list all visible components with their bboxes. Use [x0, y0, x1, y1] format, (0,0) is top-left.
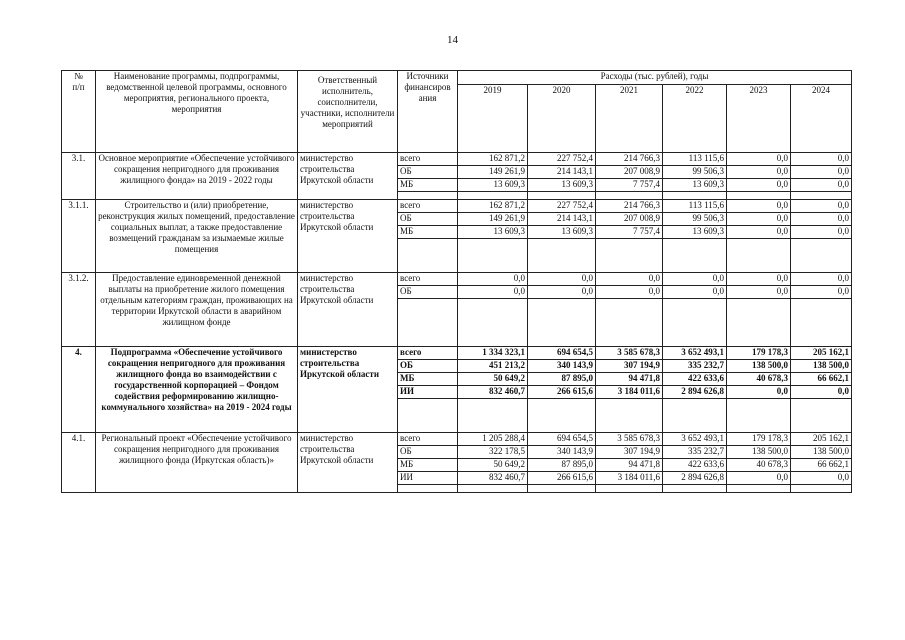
value-cell: 94 471,8: [596, 373, 663, 386]
value-cell: 66 662,1: [791, 373, 852, 386]
value-cell: 1 205 288,4: [458, 433, 528, 446]
empty-cell: [727, 299, 791, 347]
value-cell: 266 615,6: [528, 472, 596, 485]
row-name: Строительство и (или) приобретение, реконструкция жилых помещений, предоставление социальных выплат, а также предоставление возмещений гражданам за изымаемые жилые помещения: [96, 200, 298, 273]
empty-cell: [398, 299, 458, 347]
row-responsible: министерство строительства Иркутской области: [298, 153, 398, 200]
value-cell: 422 633,6: [663, 373, 727, 386]
value-cell: 0,0: [458, 286, 528, 299]
value-cell: 422 633,6: [663, 459, 727, 472]
row-name: Региональный проект «Обеспечение устойчивого сокращения непригодного для проживания жилищного фонда (Иркутская область)»: [96, 433, 298, 493]
value-cell: 7 757,4: [596, 226, 663, 239]
value-cell: 0,0: [528, 273, 596, 286]
header-year: 2024: [791, 85, 852, 153]
value-cell: 307 194,9: [596, 446, 663, 459]
value-cell: 335 232,7: [663, 446, 727, 459]
value-cell: 0,0: [528, 286, 596, 299]
value-cell: 0,0: [727, 286, 791, 299]
value-cell: 149 261,9: [458, 166, 528, 179]
value-cell: 13 609,3: [663, 179, 727, 192]
header-sources: Источники финансиров ания: [398, 71, 458, 153]
empty-cell: [791, 192, 852, 200]
value-cell: 207 008,9: [596, 213, 663, 226]
value-cell: 214 143,1: [528, 213, 596, 226]
row-name: Основное мероприятие «Обеспечение устойчивого сокращения непригодного для проживания жилищного фонда» на 2019 - 2022 годы: [96, 153, 298, 200]
value-cell: 0,0: [791, 153, 852, 166]
value-cell: 13 609,3: [458, 179, 528, 192]
table-body: [62, 153, 852, 493]
value-cell: 0,0: [727, 153, 791, 166]
row-responsible: министерство строительства Иркутской области: [298, 347, 398, 433]
header-year: 2020: [528, 85, 596, 153]
table-row: [62, 200, 852, 213]
value-cell: 3 184 011,6: [596, 386, 663, 399]
value-cell: 307 194,9: [596, 360, 663, 373]
value-cell: 162 871,2: [458, 200, 528, 213]
value-cell: 214 143,1: [528, 166, 596, 179]
value-cell: 0,0: [791, 213, 852, 226]
empty-cell: [528, 192, 596, 200]
value-cell: 3 652 493,1: [663, 347, 727, 360]
value-cell: 13 609,3: [528, 226, 596, 239]
value-cell: 13 609,3: [528, 179, 596, 192]
header-expenses: Расходы (тыс. рублей), годы: [458, 71, 852, 85]
value-cell: 2 894 626,8: [663, 386, 727, 399]
empty-cell: [528, 239, 596, 273]
value-cell: 205 162,1: [791, 347, 852, 360]
value-cell: 3 585 678,3: [596, 347, 663, 360]
header-year: 2021: [596, 85, 663, 153]
empty-cell: [596, 299, 663, 347]
empty-cell: [528, 485, 596, 493]
value-cell: 179 178,3: [727, 433, 791, 446]
row-source: ИИ: [398, 472, 458, 485]
value-cell: 0,0: [791, 226, 852, 239]
value-cell: 0,0: [596, 273, 663, 286]
value-cell: 179 178,3: [727, 347, 791, 360]
value-cell: 0,0: [727, 200, 791, 213]
value-cell: 0,0: [663, 286, 727, 299]
value-cell: 113 115,6: [663, 200, 727, 213]
row-source: ОБ: [398, 166, 458, 179]
value-cell: 340 143,9: [528, 360, 596, 373]
empty-cell: [791, 239, 852, 273]
value-cell: 227 752,4: [528, 200, 596, 213]
value-cell: 832 460,7: [458, 386, 528, 399]
value-cell: 162 871,2: [458, 153, 528, 166]
row-source: всего: [398, 347, 458, 360]
value-cell: 3 184 011,6: [596, 472, 663, 485]
header-year: 2022: [663, 85, 727, 153]
value-cell: 50 649,2: [458, 373, 528, 386]
row-source: всего: [398, 200, 458, 213]
row-source: МБ: [398, 179, 458, 192]
row-source: ОБ: [398, 213, 458, 226]
value-cell: 694 654,5: [528, 433, 596, 446]
empty-cell: [791, 399, 852, 433]
value-cell: 13 609,3: [458, 226, 528, 239]
value-cell: 0,0: [727, 226, 791, 239]
value-cell: 322 178,5: [458, 446, 528, 459]
empty-cell: [458, 299, 528, 347]
value-cell: 0,0: [791, 200, 852, 213]
value-cell: 0,0: [663, 273, 727, 286]
value-cell: 13 609,3: [663, 226, 727, 239]
empty-cell: [458, 399, 528, 433]
row-index: 4.1.: [62, 433, 96, 493]
value-cell: 832 460,7: [458, 472, 528, 485]
empty-cell: [791, 485, 852, 493]
header-num: № п/п: [62, 71, 96, 153]
table-row: [62, 273, 852, 286]
row-source: МБ: [398, 373, 458, 386]
value-cell: 3 652 493,1: [663, 433, 727, 446]
value-cell: 7 757,4: [596, 179, 663, 192]
value-cell: 214 766,3: [596, 153, 663, 166]
value-cell: 207 008,9: [596, 166, 663, 179]
value-cell: 0,0: [791, 472, 852, 485]
value-cell: 0,0: [727, 472, 791, 485]
value-cell: 0,0: [458, 273, 528, 286]
value-cell: 0,0: [791, 286, 852, 299]
row-source: всего: [398, 433, 458, 446]
table-header: [62, 71, 852, 153]
row-responsible: министерство строительства Иркутской области: [298, 273, 398, 347]
row-source: МБ: [398, 226, 458, 239]
empty-cell: [663, 192, 727, 200]
row-source: всего: [398, 273, 458, 286]
value-cell: 335 232,7: [663, 360, 727, 373]
row-name: Подпрограмма «Обеспечение устойчивого сокращения непригодного для проживания жилищного фонда во взаимодействии с государственной корпорацией – Фондом содействия реформированию жилищно-коммунального хозяйства» на 2019 - 2024 годы: [96, 347, 298, 433]
header-name: Наименование программы, подпрограммы, ведомственной целевой программы, основного мероприятия, регионального проекта, мероприятия: [96, 71, 298, 153]
value-cell: 94 471,8: [596, 459, 663, 472]
value-cell: 0,0: [791, 386, 852, 399]
empty-cell: [727, 485, 791, 493]
value-cell: 214 766,3: [596, 200, 663, 213]
empty-cell: [791, 299, 852, 347]
row-source: ОБ: [398, 286, 458, 299]
row-responsible: министерство строительства Иркутской области: [298, 200, 398, 273]
empty-cell: [727, 399, 791, 433]
row-responsible: министерство строительства Иркутской области: [298, 433, 398, 493]
header-year: 2023: [727, 85, 791, 153]
row-name: Предоставление единовременной денежной выплаты на приобретение жилого помещения отдельным категориям граждан, проживающих на территории Иркутской области в аварийном жилищном фонде: [96, 273, 298, 347]
value-cell: 87 895,0: [528, 373, 596, 386]
value-cell: 138 500,0: [727, 360, 791, 373]
value-cell: 266 615,6: [528, 386, 596, 399]
empty-cell: [663, 299, 727, 347]
empty-cell: [727, 192, 791, 200]
row-source: ОБ: [398, 446, 458, 459]
empty-cell: [398, 485, 458, 493]
empty-cell: [663, 239, 727, 273]
empty-cell: [458, 192, 528, 200]
value-cell: 694 654,5: [528, 347, 596, 360]
value-cell: 2 894 626,8: [663, 472, 727, 485]
empty-cell: [458, 485, 528, 493]
table-row: [62, 433, 852, 446]
header-responsible: Ответственный исполнитель, соисполнители, участники, исполнители мероприятий: [298, 71, 398, 153]
value-cell: 0,0: [727, 166, 791, 179]
value-cell: 0,0: [727, 179, 791, 192]
row-source: ОБ: [398, 360, 458, 373]
table-row: [62, 347, 852, 360]
empty-cell: [596, 485, 663, 493]
empty-cell: [528, 299, 596, 347]
value-cell: 0,0: [727, 386, 791, 399]
value-cell: 113 115,6: [663, 153, 727, 166]
empty-cell: [663, 485, 727, 493]
value-cell: 0,0: [791, 179, 852, 192]
value-cell: 3 585 678,3: [596, 433, 663, 446]
value-cell: 451 213,2: [458, 360, 528, 373]
value-cell: 87 895,0: [528, 459, 596, 472]
value-cell: 99 506,3: [663, 213, 727, 226]
empty-cell: [398, 399, 458, 433]
value-cell: 138 500,0: [727, 446, 791, 459]
empty-cell: [663, 399, 727, 433]
row-index: 3.1.1.: [62, 200, 96, 273]
value-cell: 50 649,2: [458, 459, 528, 472]
empty-cell: [596, 239, 663, 273]
value-cell: 1 334 323,1: [458, 347, 528, 360]
row-index: 3.1.2.: [62, 273, 96, 347]
value-cell: 99 506,3: [663, 166, 727, 179]
empty-cell: [596, 399, 663, 433]
value-cell: 0,0: [791, 166, 852, 179]
empty-cell: [596, 192, 663, 200]
row-source: всего: [398, 153, 458, 166]
row-source: МБ: [398, 459, 458, 472]
value-cell: 66 662,1: [791, 459, 852, 472]
row-source: ИИ: [398, 386, 458, 399]
value-cell: 40 678,3: [727, 459, 791, 472]
empty-cell: [528, 399, 596, 433]
row-index: 4.: [62, 347, 96, 433]
value-cell: 0,0: [791, 273, 852, 286]
header-year: 2019: [458, 85, 528, 153]
empty-cell: [398, 192, 458, 200]
empty-cell: [398, 239, 458, 273]
row-index: 3.1.: [62, 153, 96, 200]
budget-table: [61, 70, 852, 493]
empty-cell: [458, 239, 528, 273]
value-cell: 0,0: [727, 213, 791, 226]
table-row: [62, 153, 852, 166]
value-cell: 205 162,1: [791, 433, 852, 446]
value-cell: 138 500,0: [791, 360, 852, 373]
empty-cell: [727, 239, 791, 273]
value-cell: 149 261,9: [458, 213, 528, 226]
value-cell: 227 752,4: [528, 153, 596, 166]
value-cell: 0,0: [727, 273, 791, 286]
value-cell: 138 500,0: [791, 446, 852, 459]
page-number: 14: [447, 34, 458, 46]
value-cell: 40 678,3: [727, 373, 791, 386]
value-cell: 340 143,9: [528, 446, 596, 459]
value-cell: 0,0: [596, 286, 663, 299]
